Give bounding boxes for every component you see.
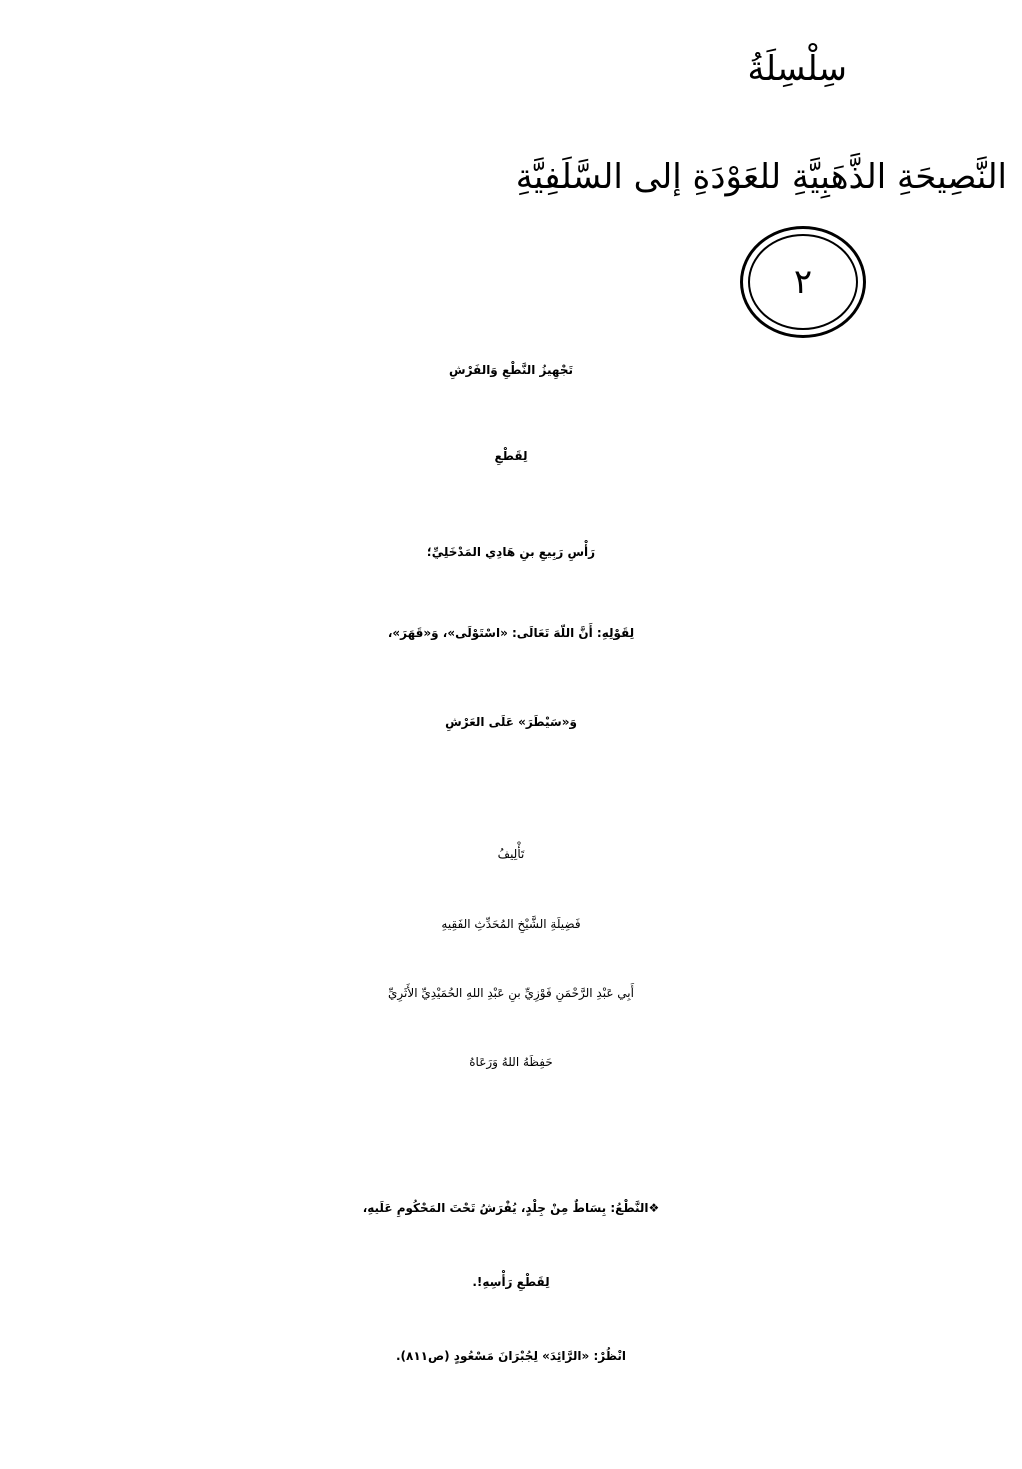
series-name: النَّصِيحَةِ الذَّهَبِيَّةِ للعَوْدَةِ إلى السَّلَفِيَّةِ — [515, 157, 1007, 197]
author-label: تَأْلِيفُ — [497, 847, 525, 861]
reference-note: انْظُرْ: «الرَّائِدَ» لِجُبْرَانَ مَسْعُودٍ (ص٨١١). — [395, 1349, 627, 1363]
title-line-3: رَأْسِ رَبِيعِ بنِ هَادِي المَدْخَلِيِّ؛ — [426, 545, 596, 559]
author-honorific: فَضِيلَةِ الشَّيْخِ المُحَدِّثِ الفَقِيهِ — [441, 917, 581, 931]
definition-note: ❖النَّطْعُ: بِسَاطٌ مِنْ جِلْدٍ، يُفْرَشُ تَحْتَ المَحْكُومِ عَلَيهِ، — [362, 1201, 660, 1215]
title-line-4: لِقَوْلِهِ: أَنَّ اللّهَ تَعَالَى: «اسْتَوْلَى»، وَ«قَهَرَ»، — [387, 626, 635, 640]
definition-note-continued: لِقَطْعِ رَأْسِهِ!. — [472, 1275, 550, 1289]
volume-number-badge — [740, 226, 866, 338]
volume-number: ٢ — [793, 262, 813, 302]
title-line-5: وَ«سَيْطَرَ» عَلَى العَرْشِ — [445, 715, 577, 729]
author-blessing: حَفِظَهُ اللهُ وَرَعَاهُ — [469, 1055, 553, 1069]
author-name: أَبِي عَبْدِ الرَّحْمَنِ فَوْزِيِّ بنِ عَبْدِ اللهِ الحُمَيْدِيِّ الأَثَرِيِّ — [388, 986, 634, 1000]
title-line-2: لِقَطْعِ — [494, 449, 528, 463]
series-label: سِلْسِلَةُ — [747, 49, 847, 89]
title-line-1: تَجْهِيزُ النَّطْعِ وَالفَرْشِ — [449, 363, 573, 377]
